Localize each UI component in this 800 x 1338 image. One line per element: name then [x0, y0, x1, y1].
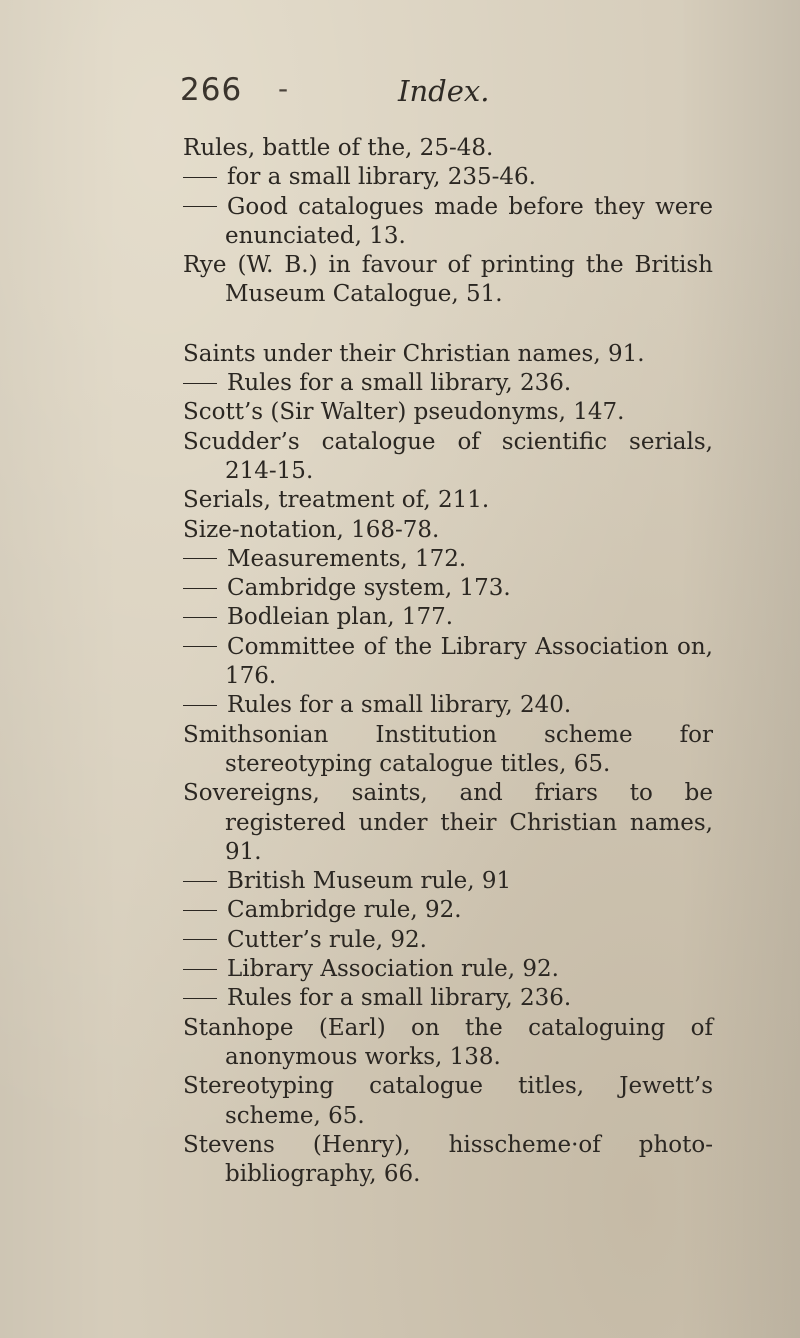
entry-text: Library Association rule, 92. — [227, 956, 559, 983]
index-subentry — [183, 867, 713, 896]
index-subentry — [183, 633, 713, 692]
ditto-dash — [183, 910, 217, 911]
header-separator: - — [278, 72, 289, 105]
index-group — [183, 134, 713, 310]
ditto-dash — [183, 705, 217, 706]
ditto-dash — [183, 206, 217, 207]
ditto-dash — [183, 588, 217, 589]
ditto-dash — [183, 881, 217, 882]
entry-text: Rye (W. B.) in favour of printing the British Museum Catalogue, 51. — [183, 252, 713, 308]
index-entry — [183, 398, 713, 427]
index-subentry — [183, 955, 713, 984]
entry-text: Cambridge rule, 92. — [227, 897, 462, 924]
index-entry — [183, 1072, 713, 1131]
ditto-dash — [183, 617, 217, 618]
index-entry — [183, 340, 713, 369]
index-subentry — [183, 369, 713, 398]
page-number: 266 — [180, 72, 243, 108]
entry-text: Cambridge system, 173. — [227, 575, 511, 602]
running-title: Index. — [398, 74, 490, 108]
entry-text: Cutter’s rule, 92. — [227, 926, 427, 953]
entry-text: Stevens (Henry), hisscheme·of photo-bibliography, 66. — [183, 1131, 713, 1188]
ditto-dash — [183, 383, 217, 384]
entry-text: Good catalogues made before they were enunciated, 13. — [225, 193, 713, 249]
entry-text: British Museum rule, 91 — [227, 868, 512, 895]
index-entries — [183, 134, 713, 1189]
entry-text: Saints under their Christian names, 91. — [183, 340, 645, 367]
entry-text: Rules for a small library, 236. — [227, 370, 572, 397]
ditto-dash — [183, 177, 217, 178]
index-subentry — [183, 545, 713, 574]
entry-text: Committee of the Library Association on, 176. — [225, 633, 713, 690]
entry-text: for a small library, 235-46. — [227, 164, 536, 191]
index-entry — [183, 134, 713, 163]
index-subentry — [183, 163, 713, 192]
index-subentry — [183, 691, 713, 720]
index-entry — [183, 251, 713, 310]
entry-text: Rules, battle of the, 25-48. — [183, 135, 494, 161]
index-entry — [183, 428, 713, 487]
index-entry — [183, 516, 713, 545]
index-subentry — [183, 193, 713, 252]
index-entry — [183, 779, 713, 867]
index-subentry — [183, 896, 713, 925]
index-group — [183, 340, 713, 1190]
entry-text: Sovereigns, saints, and friars to be registered under their Christian names, 91. — [183, 780, 713, 865]
index-entry — [183, 486, 713, 515]
entry-text: Serials, treatment of, 211. — [183, 487, 490, 514]
entry-text: Smithsonian Institution scheme for stereotyping catalogue titles, 65. — [183, 721, 713, 777]
ditto-dash — [183, 969, 217, 970]
ditto-dash — [183, 558, 217, 559]
index-entry — [183, 1131, 713, 1190]
ditto-dash — [183, 939, 217, 940]
entry-text: Scudder’s catalogue of scientific serials, 214-15. — [183, 428, 713, 484]
entry-text: Rules for a small library, 236. — [227, 985, 572, 1012]
entry-text: Size-notation, 168-78. — [183, 516, 440, 543]
entry-text: Rules for a small library, 240. — [227, 692, 572, 719]
ditto-dash — [183, 998, 217, 999]
index-subentry — [183, 574, 713, 603]
index-subentry — [183, 603, 713, 632]
entry-text: Measurements, 172. — [227, 545, 467, 572]
index-entry — [183, 721, 713, 780]
ditto-dash — [183, 646, 217, 647]
entry-text: Bodleian plan, 177. — [227, 604, 454, 631]
index-subentry — [183, 984, 713, 1013]
index-entry — [183, 1014, 713, 1073]
entry-text: Stanhope (Earl) on the cataloguing of anonymous works, 138. — [183, 1014, 713, 1070]
index-subentry — [183, 926, 713, 955]
entry-text: Scott’s (Sir Walter) pseudonyms, 147. — [183, 399, 625, 426]
page-header — [180, 72, 700, 122]
entry-text: Stereotyping catalogue titles, Jewett’s scheme, 65. — [183, 1073, 713, 1129]
